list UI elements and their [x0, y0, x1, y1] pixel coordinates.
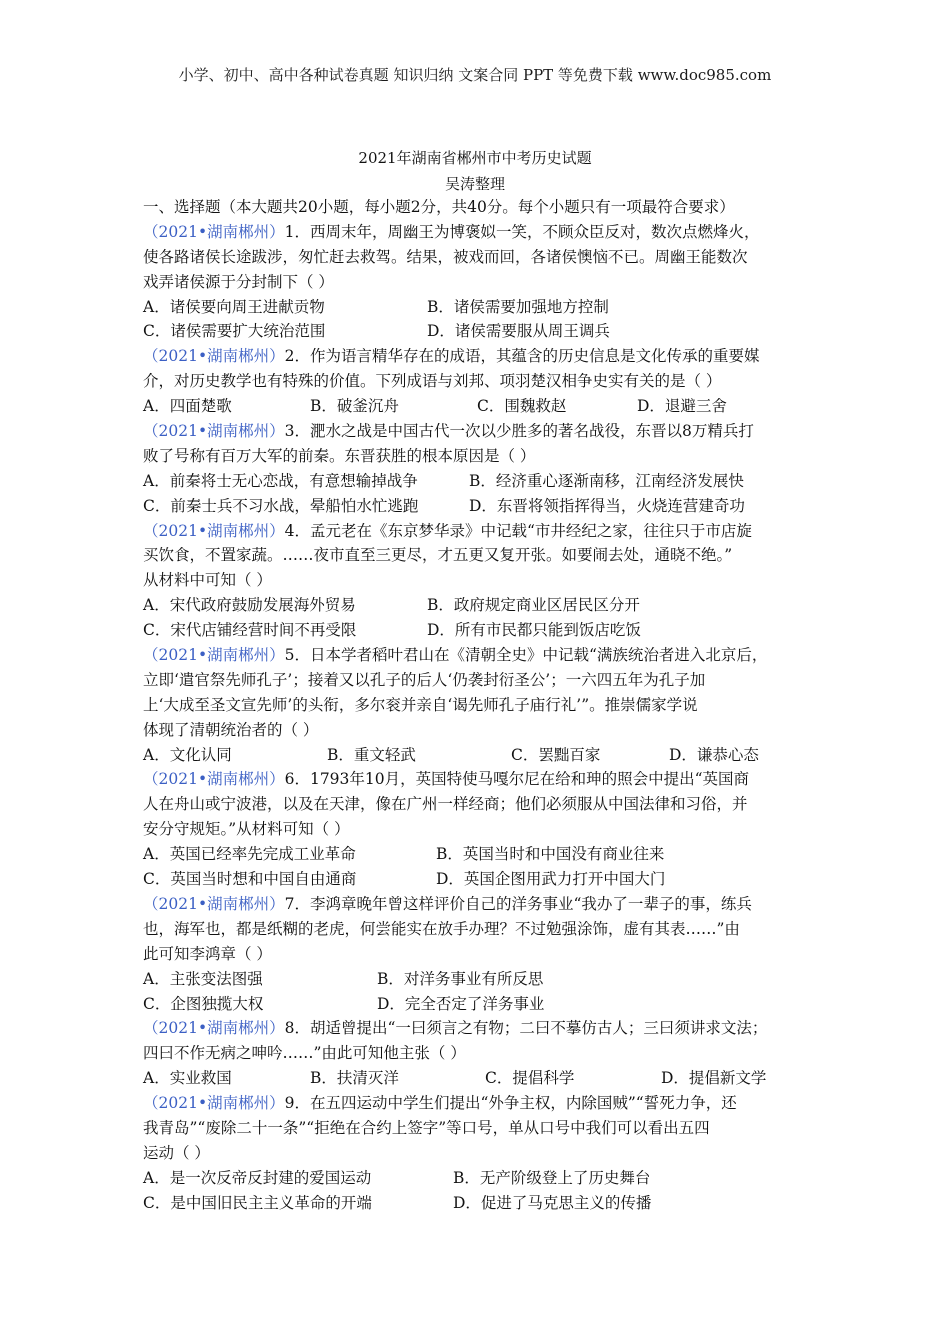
- question-text-line: [143, 1091, 813, 1116]
- answer-option[interactable]: B．扶清灭洋: [310, 1069, 399, 1088]
- question-text-line: [143, 817, 813, 842]
- question-2: [143, 344, 813, 419]
- answer-option[interactable]: D．完全否定了洋务事业: [377, 994, 545, 1013]
- option-row: [143, 469, 813, 494]
- answer-option[interactable]: B．英国当时和中国没有商业往来: [436, 845, 665, 864]
- answer-option[interactable]: D．促进了马克思主义的传播: [453, 1193, 652, 1212]
- question-text: 体现了清朝统治者的（ ）: [143, 720, 319, 739]
- question-text: 运动（ ）: [143, 1143, 210, 1162]
- question-text-line: [143, 917, 813, 942]
- answer-option[interactable]: A．诸侯要向周王进献贡物: [143, 297, 325, 316]
- answer-option[interactable]: C．围魏救赵: [477, 397, 567, 416]
- answer-option[interactable]: D．提倡新文学: [661, 1069, 767, 1088]
- question-text-line: [143, 220, 813, 245]
- question-text: 从材料中可知（ ）: [143, 571, 272, 590]
- question-text: 人在舟山或宁波港，以及在天津，像在广州一样经商；他们必须服从中国法律和习俗，并: [143, 795, 748, 814]
- answer-option[interactable]: B．对洋务事业有所反思: [377, 969, 544, 988]
- question-text: 7．李鸿章晚年曾这样评价自己的洋务事业“我办了一辈子的事，练兵: [284, 894, 752, 913]
- answer-option[interactable]: A．英国已经率先完成工业革命: [143, 845, 356, 864]
- option-row: [143, 967, 813, 992]
- question-text-line: [143, 892, 813, 917]
- question-text-line: [143, 245, 813, 270]
- question-text: 我青岛”“废除二十一条”“拒绝在合约上签字”等口号，单从口号中我们可以看出五四: [143, 1118, 710, 1137]
- question-text-line: [143, 643, 813, 668]
- answer-option[interactable]: C．诸侯需要扩大统治范围: [143, 322, 326, 341]
- option-row: [143, 1191, 813, 1216]
- source-tag: （2021•湖南郴州）: [143, 347, 285, 366]
- section-heading: 一、选择题（本大题共20小题，每小题2分，共40分。每个小题只有一项最符合要求）: [143, 198, 735, 216]
- question-text: 败了号称有百万大军的前秦。东晋获胜的根本原因是（ ）: [143, 446, 536, 465]
- question-text-line: [143, 1116, 813, 1141]
- answer-option[interactable]: B．诸侯需要加强地方控制: [427, 297, 609, 316]
- question-text-line: [143, 1041, 813, 1066]
- question-text-line: [143, 767, 813, 792]
- question-text: 6．1793年10月，英国特使马嘎尔尼在给和珅的照会中提出“英国商: [284, 770, 750, 789]
- answer-option[interactable]: D．英国企图用武力打开中国大门: [436, 870, 666, 889]
- option-row: [143, 593, 813, 618]
- question-text-line: [143, 543, 813, 568]
- option-row: [143, 1066, 813, 1091]
- source-tag: （2021•湖南郴州）: [143, 422, 285, 441]
- question-4: [143, 519, 813, 643]
- answer-option[interactable]: C．是中国旧民主主义革命的开端: [143, 1193, 372, 1212]
- question-text-line: [143, 568, 813, 593]
- question-text: 5．日本学者稻叶君山在《清朝全史》中记载“满族统治者进入北京后，: [284, 646, 768, 665]
- answer-option[interactable]: A．是一次反帝反封建的爱国运动: [143, 1168, 372, 1187]
- question-3: [143, 419, 813, 519]
- answer-option[interactable]: D．所有市民都只能到饭店吃饭: [427, 621, 641, 640]
- question-text: 1．西周末年，周幽王为博褒姒一笑，不顾众臣反对，数次点燃烽火，: [284, 222, 760, 241]
- answer-option[interactable]: B．破釜沉舟: [310, 397, 399, 416]
- answer-option[interactable]: D．谦恭心态: [669, 745, 759, 764]
- option-row: [143, 842, 813, 867]
- source-tag: （2021•湖南郴州）: [143, 894, 285, 913]
- answer-option[interactable]: C．罢黜百家: [511, 745, 601, 764]
- question-text-line: [143, 1016, 813, 1041]
- source-tag: （2021•湖南郴州）: [143, 646, 285, 665]
- exam-body: [143, 195, 813, 1216]
- question-5: [143, 643, 813, 767]
- question-text: 2．作为语言精华存在的成语，其蕴含的历史信息是文化传承的重要媒: [284, 347, 760, 366]
- source-tag: （2021•湖南郴州）: [143, 1094, 285, 1113]
- answer-option[interactable]: B．政府规定商业区居民区分开: [427, 596, 640, 615]
- question-text: 此可知李鸿章（ ）: [143, 944, 272, 963]
- question-1: [143, 220, 813, 344]
- answer-option[interactable]: C．英国当时想和中国自由通商: [143, 870, 357, 889]
- answer-option[interactable]: A．前秦将士无心恋战，有意想输掉战争: [143, 471, 418, 490]
- option-row: [143, 618, 813, 643]
- answer-option[interactable]: A．文化认同: [143, 745, 232, 764]
- answer-option[interactable]: B．经济重心逐渐南移，江南经济发展快: [469, 471, 744, 490]
- question-text-line: [143, 519, 813, 544]
- question-text: 安分守规矩。”从材料可知（ ）: [143, 820, 350, 839]
- option-row: [143, 394, 813, 419]
- question-text-line: [143, 444, 813, 469]
- option-row: [143, 992, 813, 1017]
- answer-option[interactable]: A．四面楚歌: [143, 397, 232, 416]
- answer-option[interactable]: D．东晋将领指挥得当，火烧连营建奇功: [469, 496, 745, 515]
- site-header: 小学、初中、高中各种试卷真题 知识归纳 文案合同 PPT 等免费下载 www.doc985.com: [178, 66, 772, 84]
- answer-option[interactable]: C．企图独揽大权: [143, 994, 264, 1013]
- answer-option[interactable]: C．提倡科学: [485, 1069, 575, 1088]
- option-row: [143, 743, 813, 768]
- question-text: 4．孟元老在《东京梦华录》中记载“市井经纪之家，往往只于市店旋: [284, 521, 752, 540]
- question-text-line: [143, 344, 813, 369]
- question-text-line: [143, 942, 813, 967]
- source-tag: （2021•湖南郴州）: [143, 521, 285, 540]
- answer-option[interactable]: B．无产阶级登上了历史舞台: [453, 1168, 651, 1187]
- question-text-line: [143, 718, 813, 743]
- question-text: 四曰不作无病之呻吟……”由此可知他主张（ ）: [143, 1044, 466, 1063]
- question-text: 戏弄诸侯源于分封制下（ ）: [143, 272, 334, 291]
- question-list: [143, 220, 813, 1216]
- question-text: 立即‘遣官祭先师孔子’；接着又以孔子的后人‘仍袭封衍圣公’；一六四五年为孔子加: [143, 670, 706, 689]
- option-row: [143, 295, 813, 320]
- question-6: [143, 767, 813, 891]
- question-text: 上‘大成至圣文宣先师’的头衔，多尔衮并亲自‘谒先师孔子庙行礼’”。推崇儒家学说: [143, 695, 698, 714]
- option-row: [143, 1166, 813, 1191]
- question-text: 也，海军也，都是纸糊的老虎，何尝能实在放手办理？不过勉强涂饰，虚有其表……”由: [143, 919, 740, 938]
- question-text-line: [143, 668, 813, 693]
- question-text-line: [143, 270, 813, 295]
- question-text-line: [143, 369, 813, 394]
- answer-option[interactable]: D．诸侯需要服从周王调兵: [427, 322, 610, 341]
- answer-option[interactable]: B．重文轻武: [327, 745, 416, 764]
- author-line: 吴涛整理: [444, 175, 505, 193]
- question-9: [143, 1091, 813, 1215]
- question-7: [143, 892, 813, 1016]
- question-text: 使各路诸侯长途跋涉，匆忙赶去救驾。结果，被戏而回，各诸侯懊恼不已。周幽王能数次: [143, 247, 748, 266]
- answer-option[interactable]: C．前秦士兵不习水战，晕船怕水忙逃跑: [143, 496, 419, 515]
- source-tag: （2021•湖南郴州）: [143, 222, 285, 241]
- question-text: 3．淝水之战是中国古代一次以少胜多的著名战役，东晋以8万精兵打: [284, 422, 754, 441]
- source-tag: （2021•湖南郴州）: [143, 770, 285, 789]
- question-text: 买饮食，不置家蔬。……夜市直至三更尽，才五更又复开张。如要闹去处，通晓不绝。”: [143, 546, 733, 565]
- option-row: [143, 494, 813, 519]
- question-text: 8．胡适曾提出“一曰须言之有物；二曰不摹仿古人；三曰须讲求文法；: [284, 1019, 768, 1038]
- answer-option[interactable]: A．宋代政府鼓励发展海外贸易: [143, 596, 356, 615]
- answer-option[interactable]: A．实业救国: [143, 1069, 232, 1088]
- question-8: [143, 1016, 813, 1091]
- option-row: [143, 867, 813, 892]
- question-text: 9．在五四运动中学生们提出“外争主权，内除国贼”“誓死力争，还: [284, 1094, 737, 1113]
- source-tag: （2021•湖南郴州）: [143, 1019, 285, 1038]
- question-text: 介，对历史教学也有特殊的价值。下列成语与刘邦、项羽楚汉相争史实有关的是（ ）: [143, 372, 722, 391]
- answer-option[interactable]: A．主张变法图强: [143, 969, 263, 988]
- exam-title: 2021年湖南省郴州市中考历史试题: [358, 149, 592, 167]
- question-text-line: [143, 1141, 813, 1166]
- question-text-line: [143, 792, 813, 817]
- question-text-line: [143, 693, 813, 718]
- option-row: [143, 319, 813, 344]
- question-text-line: [143, 419, 813, 444]
- answer-option[interactable]: C．宋代店铺经营时间不再受限: [143, 621, 357, 640]
- answer-option[interactable]: D．退避三舍: [637, 397, 727, 416]
